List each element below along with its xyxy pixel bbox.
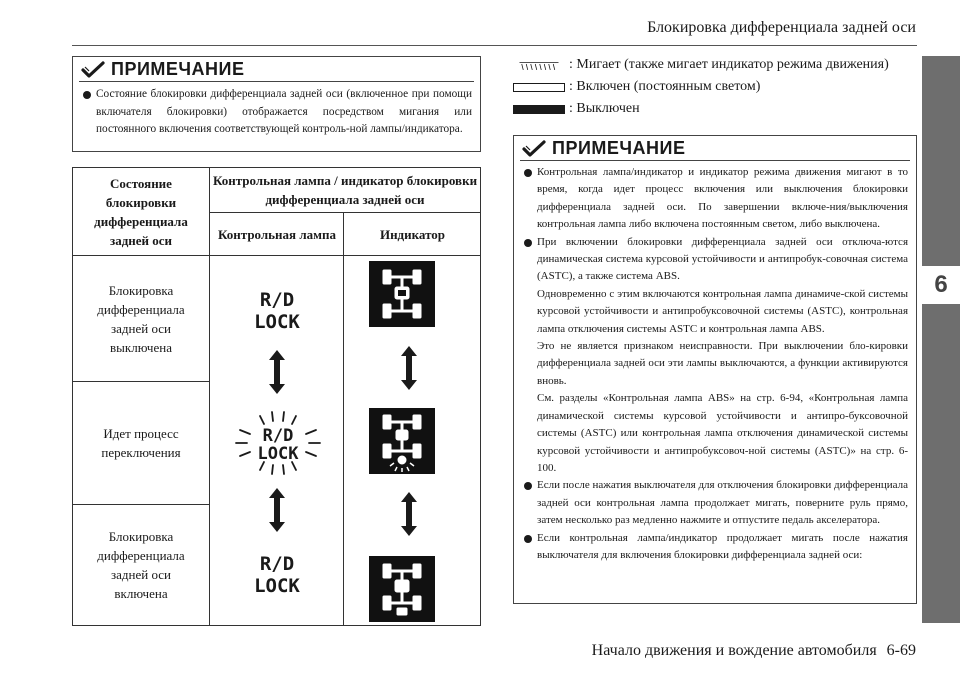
double-arrow-icon [401,492,417,536]
double-arrow-icon [401,346,417,390]
note-header [514,136,916,161]
note-header-rule [520,160,910,161]
checkmark-icon [522,140,546,158]
legend-text-flash: : Мигает (также мигает индикатор режима движения) [569,57,889,72]
state-cell-off: Блокировка дифференциала задней оси выключена [97,283,185,355]
table-divider [343,212,344,625]
note-item [522,477,908,529]
note-title: ПРИМЕЧАНИЕ [552,138,686,158]
double-arrow-icon [269,488,285,532]
note-paragraph: При включении блокировки дифференциала задней оси отключа-ются динамическая система курсовой устойчивости и антипробук-совочная система (ASTC), а также система ABS. [537,235,908,283]
rd-lock-lamp-on [235,550,319,600]
rd-lock-lamp-on [235,286,319,336]
note-paragraph: Одновременно с этим включаются контрольная лампа динамиче-ской системы курсовой устойчивости и антипробуксовочной системы (ASTC), контрольная лампа отключения системы ASTC и контрольная лампа ABS. [537,287,908,335]
lamp-text-rd: R/D LOCK [254,289,300,333]
state-cell-switching: Идет процесс переключения [101,426,181,460]
note-box-left [72,56,481,152]
header-rule [72,45,917,46]
legend-swatch-on [513,83,565,92]
note-item [522,530,908,565]
page-header-title: Блокировка дифференциала задней оси [647,19,916,36]
legend-text-on: : Включен (постоянным светом) [569,79,761,94]
note-header [73,57,480,82]
note-paragraph: Состояние блокировки дифференциала задней оси (включенное при помощи включателя блокировки) отображается посредством мигания или постоянного включения соответствующей контроль-ной лампы/индикатора. [96,88,472,135]
note-paragraph: Если после нажатия выключателя для отключения блокировки дифференциала задней оси контрольная лампа продолжает мигать, поверните руль прямо, затем несколько раз медленно нажмите и отпустите педаль акселератора. [537,479,908,527]
note-paragraph: Это не является признаком неисправности. При выключении бло-кировки дифференциала задней оси эти лампы выключаются, а функции активируются вновь. [537,340,908,387]
note-list [73,82,480,143]
note-list [514,161,916,568]
table-divider [73,255,480,256]
page-footer [592,642,916,660]
table-divider [73,504,209,505]
drivetrain-indicator-off [369,261,435,327]
lamp-text-lock: LOCK [254,575,300,597]
drivetrain-indicator-flashing [369,408,435,474]
double-arrow-icon [269,350,285,394]
header-state: Состояние блокировки дифференциала задней оси [94,176,188,248]
drivetrain-indicator-on [369,556,435,622]
table-divider [209,168,210,625]
lamp-text-lock: LOCK [257,444,299,464]
note-box-right [513,135,917,604]
checkmark-icon [81,61,105,79]
lamp-text-rd: R/D [262,426,294,446]
note-item [522,234,908,478]
note-paragraph: См. разделы «Контрольная лампа ABS» на стр. 6-94, «Контрольная лампа динамической системы курсовой устойчивости и антипро-буксовочной системы (ASTC) или контрольная лампа отключения динамической системы курсовой устойчивости и антипробуксовоч-ной системы (ASTC)» на стр. 6-100. [537,392,908,474]
note-title: ПРИМЕЧАНИЕ [111,59,245,79]
header-indicator: Индикатор [379,226,446,242]
state-cell-on: Блокировка дифференциала задней оси включена [97,529,185,601]
note-item [81,86,472,139]
legend-item-flash [513,57,889,73]
legend-item-off [513,101,640,117]
section-number: 6 [922,266,960,304]
lock-status-table [72,167,481,626]
table-divider [73,381,209,382]
header-lamp: Контрольная лампа [218,226,336,242]
section-side-tab [922,56,960,623]
rd-lock-lamp-flashing [230,408,326,478]
legend-swatch-flash [513,61,565,70]
footer-page-number: 6-69 [886,642,916,659]
legend-item-on [513,79,760,95]
note-paragraph: Контрольная лампа/индикатор и индикатор режима движения мигают в то время, когда идет процесс включения или выключения блокировки дифференциала задней оси. По завершении включе-ния/выключения контрольная лампа либо включена постоянным светом, либо выключена. [537,166,908,231]
header-lamp-indicator: Контрольная лампа / индикатор блокировки дифференциала задней оси [212,173,478,207]
table-divider [210,212,480,213]
legend-text-off: : Выключен [569,101,640,116]
legend-swatch-off [513,105,565,114]
note-header-rule [79,81,474,82]
note-paragraph: Если контрольная лампа/индикатор продолжает мигать после нажатия выключателя для включения блокировки дифференциала задней оси: [537,531,908,561]
lamp-text-rd: R/D [259,553,295,575]
footer-section-title: Начало движения и вождение автомобиля [591,642,877,659]
note-item [522,164,908,234]
